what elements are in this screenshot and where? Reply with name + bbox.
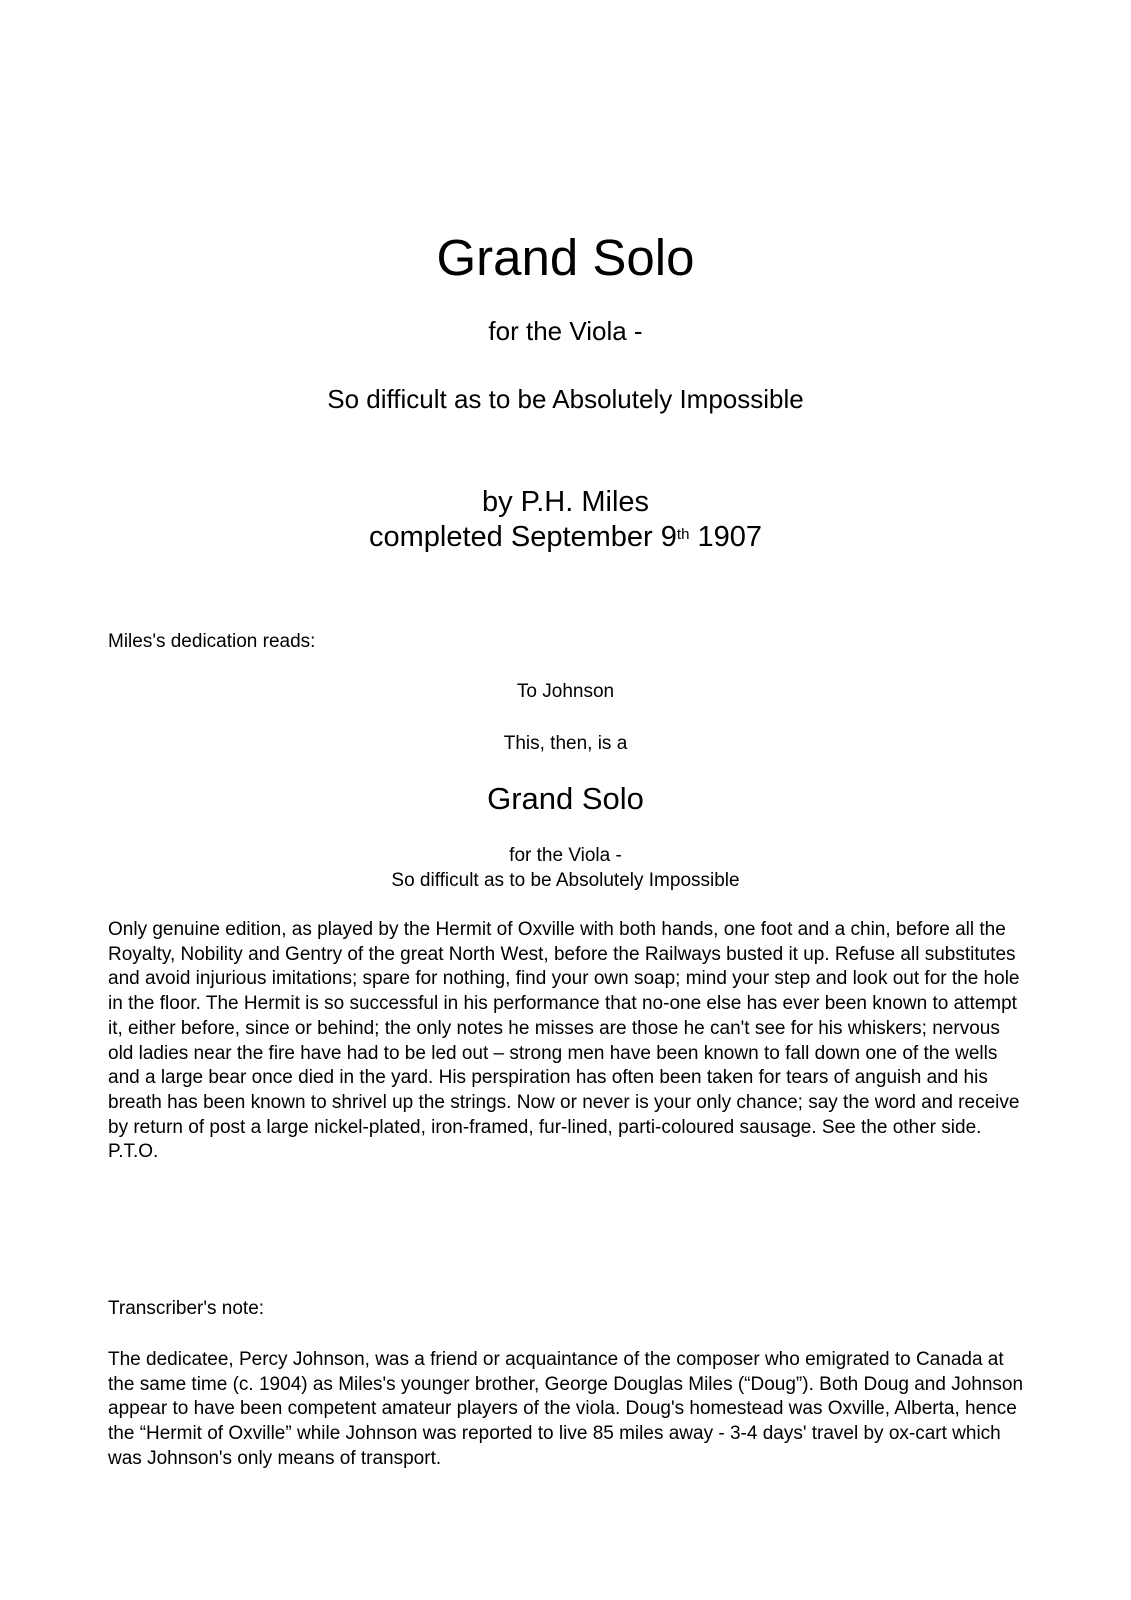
dedication-subtitle-instrument: for the Viola - xyxy=(509,845,622,866)
completion-date-year: 1907 xyxy=(689,521,762,553)
completion-date-prefix: completed September 9 xyxy=(369,521,677,553)
dedication-lead: This, then, is a xyxy=(503,733,628,754)
dedication-subtitle-difficulty: So difficult as to be Absolutely Impossible xyxy=(391,870,740,891)
byline: by P.H. Miles xyxy=(481,486,650,518)
completion-date-ordinal: th xyxy=(676,526,690,543)
dedication-to: To Johnson xyxy=(516,681,615,702)
page-title: Grand Solo xyxy=(436,229,695,286)
dedication-intro: Miles's dedication reads: xyxy=(108,631,316,652)
transcriber-note-heading: Transcriber's note: xyxy=(108,1298,265,1319)
dedication-title: Grand Solo xyxy=(487,781,644,816)
subtitle-instrument: for the Viola - xyxy=(488,316,643,346)
completion-date xyxy=(0,519,1131,555)
dedication-body: Only genuine edition, as played by the Hermit of Oxville with both hands, one foot and a chin, before all the Royalty, Nobility and Gentry of the great North West, before the Railways busted it up. Refuse all substitutes and avoid injurious imitations; spare for nothing, find your own soap; mind your step and look out for the hole in the floor. The Hermit is so successful in his performance that no-one else has ever been known to attempt it, either before, since or behind; the only notes he misses are those he can't see for his whiskers; nervous old ladies near the fire have had to be led out – strong men have been known to fall down one of the wells and a large bear once died in the yard. His perspiration has often been taken for tears of anguish and his breath has been known to shrivel up the strings. Now or never is your only chance; say the word and receive by return of post a large nickel-plated, iron-framed, fur-lined, parti-coloured sausage. See the other side. P.T.O. xyxy=(108,919,1020,1163)
subtitle-difficulty: So difficult as to be Absolutely Impossible xyxy=(327,384,804,414)
transcriber-note-body: The dedicatee, Percy Johnson, was a friend or acquaintance of the composer who emigrated to Canada at the same time (c. 1904) as Miles's younger brother, George Douglas Miles (“Doug”). Both Doug and Johnson appear to have been competent amateur players of the viola. Doug's homestead was Oxville, Alberta, hence the “Hermit of Oxville” while Johnson was reported to live 85 miles away - 3-4 days' travel by ox-cart which was Johnson's only means of transport. xyxy=(108,1349,1024,1469)
